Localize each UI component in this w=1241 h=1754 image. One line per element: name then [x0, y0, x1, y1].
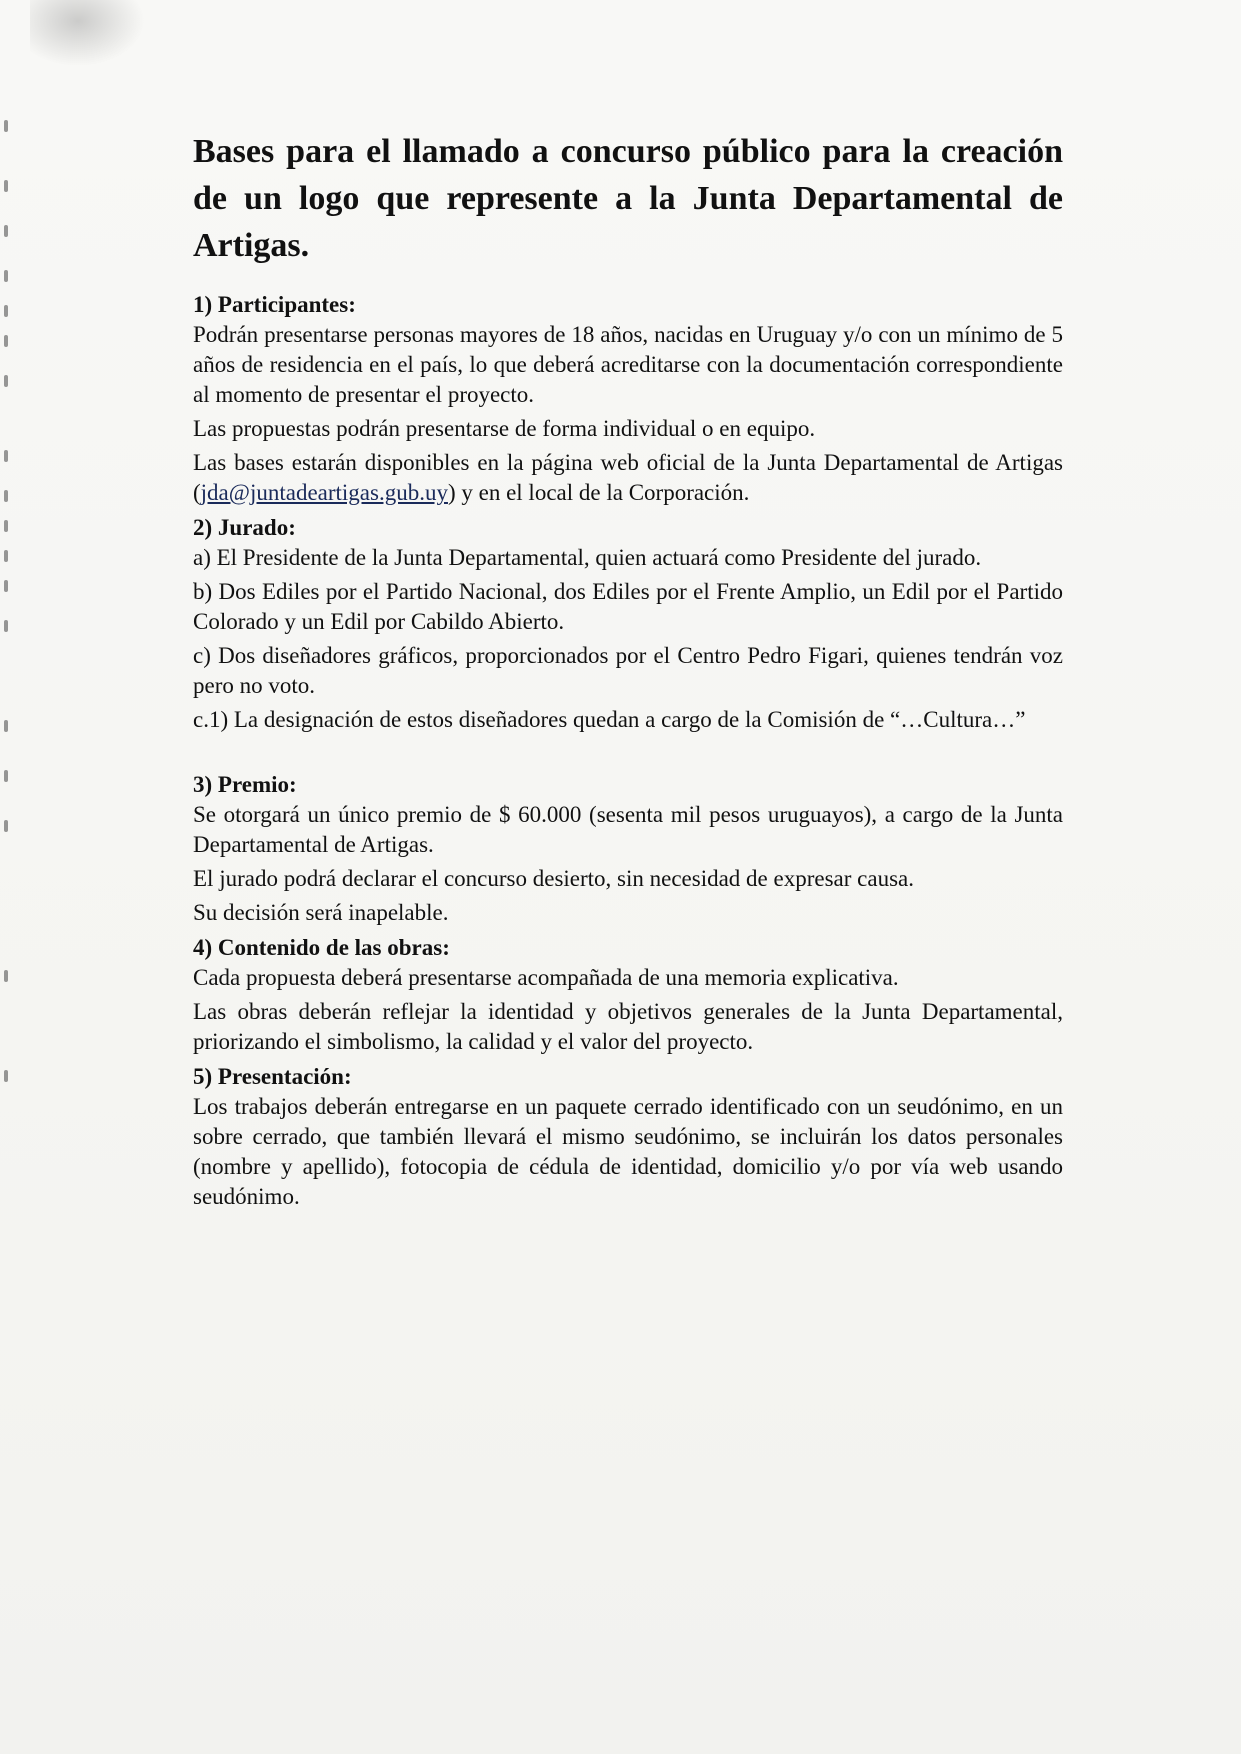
document-body — [193, 128, 1063, 1216]
scan-edge-marks — [2, 120, 16, 1620]
participantes-paragraph-1: Podrán presentarse personas mayores de 18 años, nacidas en Uruguay y/o con un mínimo de 5 años de residencia en el país, lo que deberá acreditarse con la documentación correspondiente al momento de presentar el proyecto. — [193, 322, 1063, 407]
document-title: Bases para el llamado a concurso público para la creación de un logo que represente a la Junta Departamental de Artigas. — [193, 133, 1063, 264]
presentacion-paragraph-1: Los trabajos deberán entregarse en un paquete cerrado identificado con un seudónimo, en un sobre cerrado, que también llevará el mismo seudónimo, se incluirán los datos personales (nombre y apellido), fotocopia de cédula de identidad, domicilio y/o por vía web usando seudónimo. — [193, 1094, 1063, 1209]
website-link[interactable]: jda@juntadeartigas.gub.uy — [200, 480, 448, 505]
jurado-item-c1: c.1) La designación de estos diseñadores quedan a cargo de la Comisión de “…Cultura…” — [193, 707, 1026, 732]
section-heading-participantes: 1) Participantes: — [193, 292, 356, 317]
contenido-paragraph-2: Las obras deberán reflejar la identidad y objetivos generales de la Junta Departamental, priorizando el simbolismo, la calidad y el valor del proyecto. — [193, 999, 1063, 1054]
jurado-item-c: c) Dos diseñadores gráficos, proporcionados por el Centro Pedro Figari, quienes tendrán voz pero no voto. — [193, 643, 1063, 698]
jurado-item-a: a) El Presidente de la Junta Departamental, quien actuará como Presidente del jurado. — [193, 545, 982, 570]
section-heading-presentacion: 5) Presentación: — [193, 1064, 352, 1089]
section-heading-premio: 3) Premio: — [193, 772, 297, 797]
participantes-paragraph-3 — [193, 448, 1063, 508]
participantes-paragraph-3-text-before: Las bases estarán disponibles en la página web oficial de la Junta Departamental de Artigas ( — [193, 450, 1063, 505]
section-heading-jurado: 2) Jurado: — [193, 515, 296, 540]
jurado-item-b: b) Dos Ediles por el Partido Nacional, dos Ediles por el Frente Amplio, un Edil por el Partido Colorado y un Edil por Cabildo Abierto. — [193, 579, 1063, 634]
section-heading-contenido: 4) Contenido de las obras: — [193, 935, 450, 960]
premio-paragraph-2: El jurado podrá declarar el concurso desierto, sin necesidad de expresar causa. — [193, 866, 914, 891]
premio-paragraph-3: Su decisión será inapelable. — [193, 900, 449, 925]
participantes-paragraph-2: Las propuestas podrán presentarse de forma individual o en equipo. — [193, 416, 816, 441]
scan-smudge — [30, 0, 150, 70]
participantes-paragraph-3-text-after: ) y en el local de la Corporación. — [447, 480, 750, 505]
premio-paragraph-1: Se otorgará un único premio de $ 60.000 (sesenta mil pesos uruguayos), a cargo de la Junta Departamental de Artigas. — [193, 802, 1063, 857]
section-gap — [193, 739, 1063, 769]
contenido-paragraph-1: Cada propuesta deberá presentarse acompañada de una memoria explicativa. — [193, 965, 899, 990]
